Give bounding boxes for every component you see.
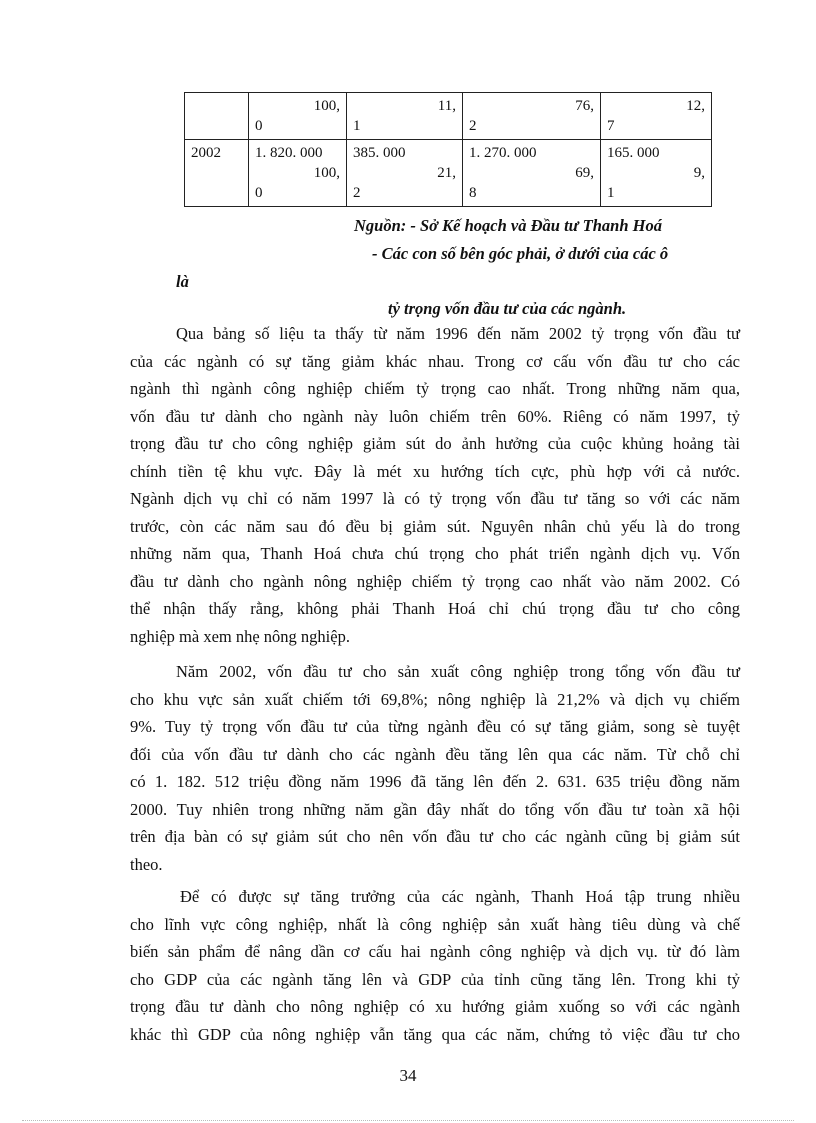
value-cell: 1. 820. 000 100, 0 bbox=[249, 140, 347, 207]
page-divider bbox=[22, 1120, 794, 1121]
value-cell: 76, 2 bbox=[463, 93, 601, 140]
source-note-end: tỷ trọng vốn đầu tư của các ngành. bbox=[388, 299, 627, 318]
year-cell: 2002 bbox=[185, 140, 249, 207]
value-cell: 11, 1 bbox=[347, 93, 463, 140]
value-cell: 100, 0 bbox=[249, 93, 347, 140]
source-note-detail: - Các con số bên góc phải, ở dưới của các ô bbox=[372, 244, 669, 263]
investment-table bbox=[184, 92, 712, 207]
paragraph-1: Qua bảng số liệu ta thấy từ năm 1996 đến năm 2002 tỷ trọng vốn đầu tư của các ngành có sự tăng giảm khác nhau. Trong cơ cấu vốn đầu tư cho các ngành thì ngành công nghiệp chiếm tỷ trọng cao nhất. Trong những năm qua, vốn đầu tư dành cho ngành này luôn chiếm trên 60%. Riêng có năm 1997, tỷ trọng đầu tư cho công nghiệp giảm sút do ảnh hưởng của cuộc khủng hoảng tài chính tiền tệ khu vực. Đây là mét xu hướng tích cực, phù hợp với cả nước. Ngành dịch vụ chỉ có năm 1997 là có tỷ trọng vốn đầu tư tăng so với các năm trước, còn các năm sau đó đều bị giảm sút. Nguyên nhân chủ yếu là do trong những năm qua, Thanh Hoá chưa chú trọng cho phát triển ngành dịch vụ. Vốn đầu tư dành cho ngành nông nghiệp chiếm tỷ trọng cao nhất vào năm 2002. Có thể nhận thấy rằng, không phải Thanh Hoá chỉ chú trọng đầu tư cho công nghiệp mà xem nhẹ nông nghiệp. bbox=[130, 324, 740, 646]
page-number: 34 bbox=[399, 1066, 417, 1085]
value-cell: 12, 7 bbox=[601, 93, 712, 140]
table-row bbox=[185, 140, 712, 207]
value-cell: 1. 270. 000 69, 8 bbox=[463, 140, 601, 207]
paragraph-3: Để có được sự tăng trưởng của các ngành, Thanh Hoá tập trung nhiều cho lĩnh vực công nghiệp, nhất là công nghiệp sản xuất hàng tiêu dùng và chế biến sản phẩm để nâng dần cơ cấu hai ngành công nghiệp và dịch vụ. từ đó làm cho GDP của các ngành tăng lên và GDP của tỉnh cũng tăng lên. Trong khi tỷ trọng đầu tư dành cho nông nghiệp có xu hướng giảm xuống so với các ngành khác thì GDP của nông nghiệp vẫn tăng qua các năm, chứng tỏ việc đầu tư cho bbox=[130, 887, 740, 1044]
source-note: Nguồn: - Sở Kế hoạch và Đầu tư Thanh Hoá bbox=[354, 216, 662, 235]
value-cell: 165. 000 9, 1 bbox=[601, 140, 712, 207]
value-cell: 385. 000 21, 2 bbox=[347, 140, 463, 207]
year-cell bbox=[185, 93, 249, 140]
table-row bbox=[185, 93, 712, 140]
source-note-continuation: là bbox=[176, 272, 189, 291]
paragraph-2: Năm 2002, vốn đầu tư cho sản xuất công nghiệp trong tổng vốn đầu tư cho khu vực sản xuất chiếm tới 69,8%; nông nghiệp là 21,2% và dịch vụ chiếm 9%. Tuy tỷ trọng vốn đầu tư của từng ngành đều có sự tăng giảm, song sè tuyệt đối của vốn đầu tư dành cho các ngành đều tăng lên qua các năm. Từ chỗ chỉ có 1. 182. 512 triệu đồng năm 1996 đã tăng lên đến 2. 631. 635 triệu đồng năm 2000. Tuy nhiên trong những năm gần đây nhất do tổng vốn đầu tư toàn xã hội trên địa bàn có sự giảm sút cho nên vốn đầu tư cho các ngành cũng bị giảm sút theo. bbox=[130, 662, 740, 874]
